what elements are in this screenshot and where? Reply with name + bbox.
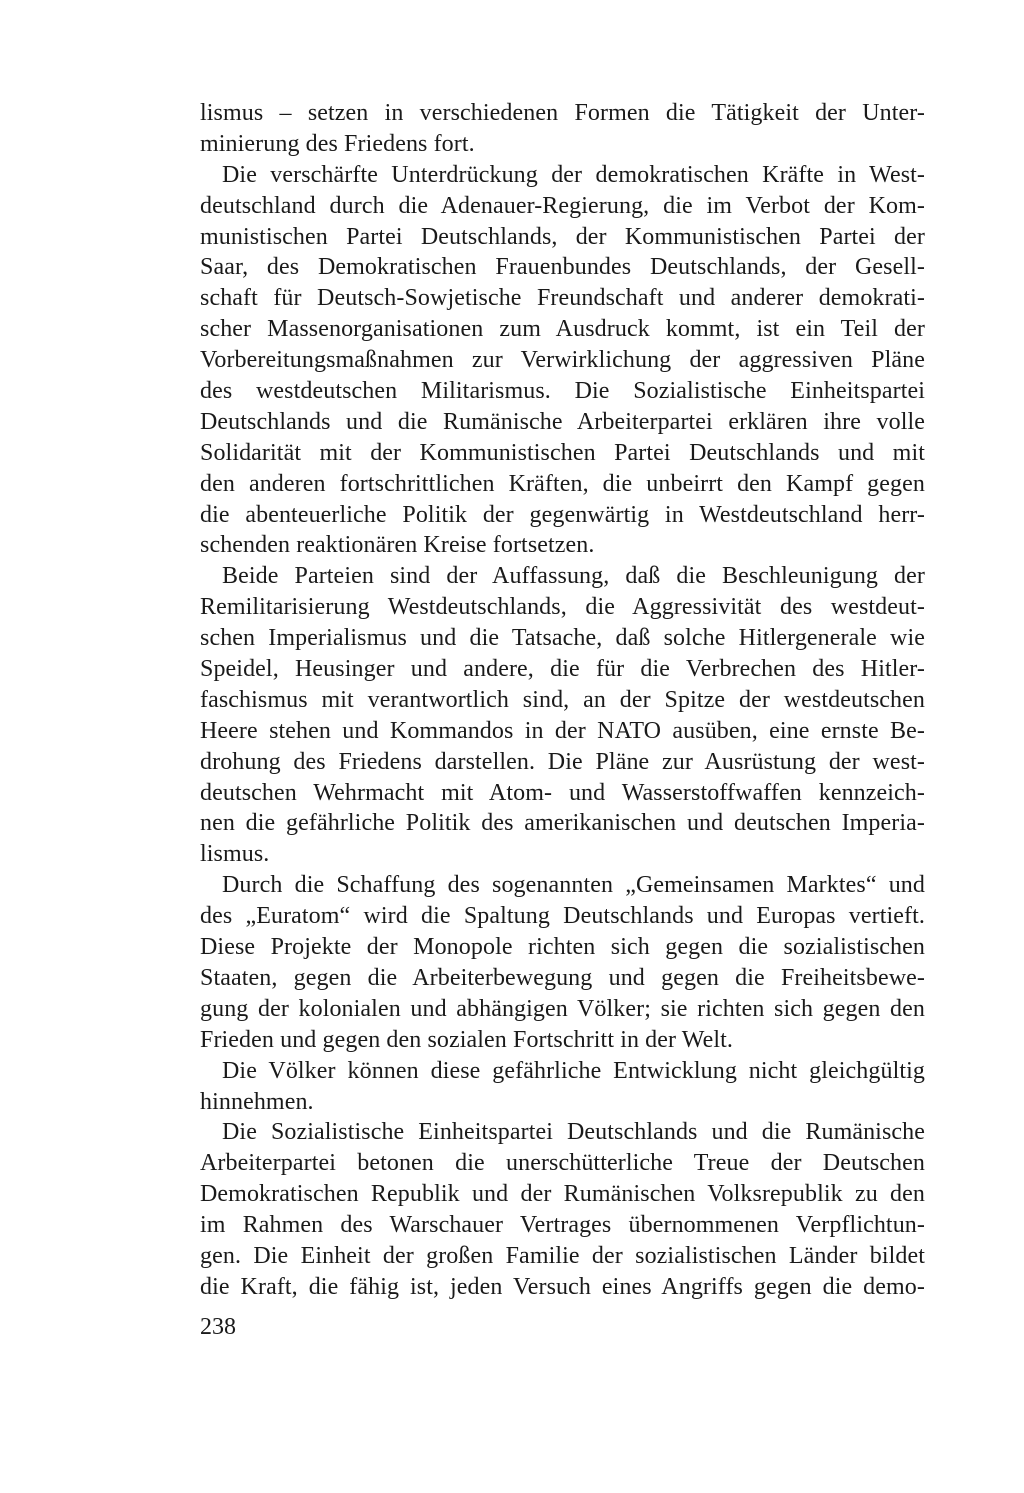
- text-line: Staaten, gegen die Arbeiterbewegung und gegen die Freiheitsbewe-: [200, 964, 925, 991]
- text-line: Saar, des Demokratischen Frauenbundes Deutschlands, der Gesell-: [200, 254, 925, 281]
- text-line: Demokratischen Republik und der Rumänischen Volksrepublik zu den: [200, 1181, 925, 1208]
- text-line: Arbeiterpartei betonen die unerschütterliche Treue der Deutschen: [200, 1150, 925, 1177]
- text-line: gung der kolonialen und abhängigen Völker; sie richten sich gegen den: [200, 995, 925, 1022]
- text-line: Deutschlands und die Rumänische Arbeiterpartei erklären ihre volle: [200, 408, 925, 435]
- body-text: [200, 98, 925, 1303]
- text-line: lismus – setzen in verschiedenen Formen die Tätigkeit der Unter-: [200, 100, 925, 126]
- text-line: nen die gefährliche Politik des amerikanischen und deutschen Imperia-: [200, 810, 925, 837]
- text-line: Die verschärfte Unterdrückung der demokratischen Kräfte in West-: [222, 161, 925, 188]
- text-line: schenden reaktionären Kreise fortsetzen.: [200, 532, 595, 559]
- text-line: hinnehmen.: [200, 1088, 314, 1115]
- text-line: lismus.: [200, 841, 270, 868]
- text-line: die abenteuerliche Politik der gegenwärtig in Westdeutschland herr-: [200, 501, 925, 528]
- text-line: Speidel, Heusinger und andere, die für die Verbrechen des Hitler-: [200, 656, 925, 683]
- text-line: scher Massenorganisationen zum Ausdruck kommt, ist ein Teil der: [200, 316, 925, 343]
- text-line: Heere stehen und Kommandos in der NATO ausüben, eine ernste Be-: [200, 717, 925, 744]
- text-line: schaft für Deutsch-Sowjetische Freundschaft und anderer demokrati-: [200, 285, 925, 312]
- text-line: Solidarität mit der Kommunistischen Partei Deutschlands und mit: [200, 439, 925, 466]
- text-line: schen Imperialismus und die Tatsache, daß solche Hitlergenerale wie: [200, 625, 925, 652]
- text-line: faschismus mit verantwortlich sind, an der Spitze der westdeutschen: [200, 686, 925, 713]
- text-line: des „Euratom“ wird die Spaltung Deutschlands und Europas vertieft.: [200, 903, 925, 930]
- text-line: deutschland durch die Adenauer-Regierung, die im Verbot der Kom-: [200, 192, 925, 219]
- text-line: Vorbereitungsmaßnahmen zur Verwirklichung der aggressiven Pläne: [200, 347, 925, 374]
- text-line: deutschen Wehrmacht mit Atom- und Wasserstoffwaffen kennzeich-: [200, 779, 925, 806]
- text-line: Remilitarisierung Westdeutschlands, die Aggressivität des westdeut-: [200, 594, 925, 621]
- text-line: die Kraft, die fähig ist, jeden Versuch eines Angriffs gegen die demo-: [200, 1273, 925, 1300]
- text-line: des westdeutschen Militarismus. Die Sozialistische Einheitspartei: [200, 378, 925, 405]
- text-line: Diese Projekte der Monopole richten sich gegen die sozialistischen: [200, 934, 925, 961]
- text-line: Durch die Schaffung des sogenannten „Gemeinsamen Marktes“ und: [222, 872, 925, 899]
- text-line: den anderen fortschrittlichen Kräften, die unbeirrt den Kampf gegen: [200, 470, 925, 497]
- text-line: munistischen Partei Deutschlands, der Kommunistischen Partei der: [200, 223, 925, 250]
- text-line: Die Völker können diese gefährliche Entwicklung nicht gleichgültig: [222, 1057, 925, 1084]
- page-number: 238: [200, 1314, 236, 1340]
- text-line: drohung des Friedens darstellen. Die Pläne zur Ausrüstung der west-: [200, 748, 925, 775]
- text-line: Die Sozialistische Einheitspartei Deutschlands und die Rumänische: [222, 1119, 925, 1146]
- text-line: gen. Die Einheit der großen Familie der sozialistischen Länder bildet: [200, 1242, 925, 1269]
- text-line: im Rahmen des Warschauer Vertrages übernommenen Verpflichtun-: [200, 1212, 925, 1239]
- text-line: minierung des Friedens fort.: [200, 130, 475, 157]
- text-line: Beide Parteien sind der Auffassung, daß die Beschleunigung der: [222, 563, 925, 590]
- text-line: Frieden und gegen den sozialen Fortschritt in der Welt.: [200, 1026, 733, 1053]
